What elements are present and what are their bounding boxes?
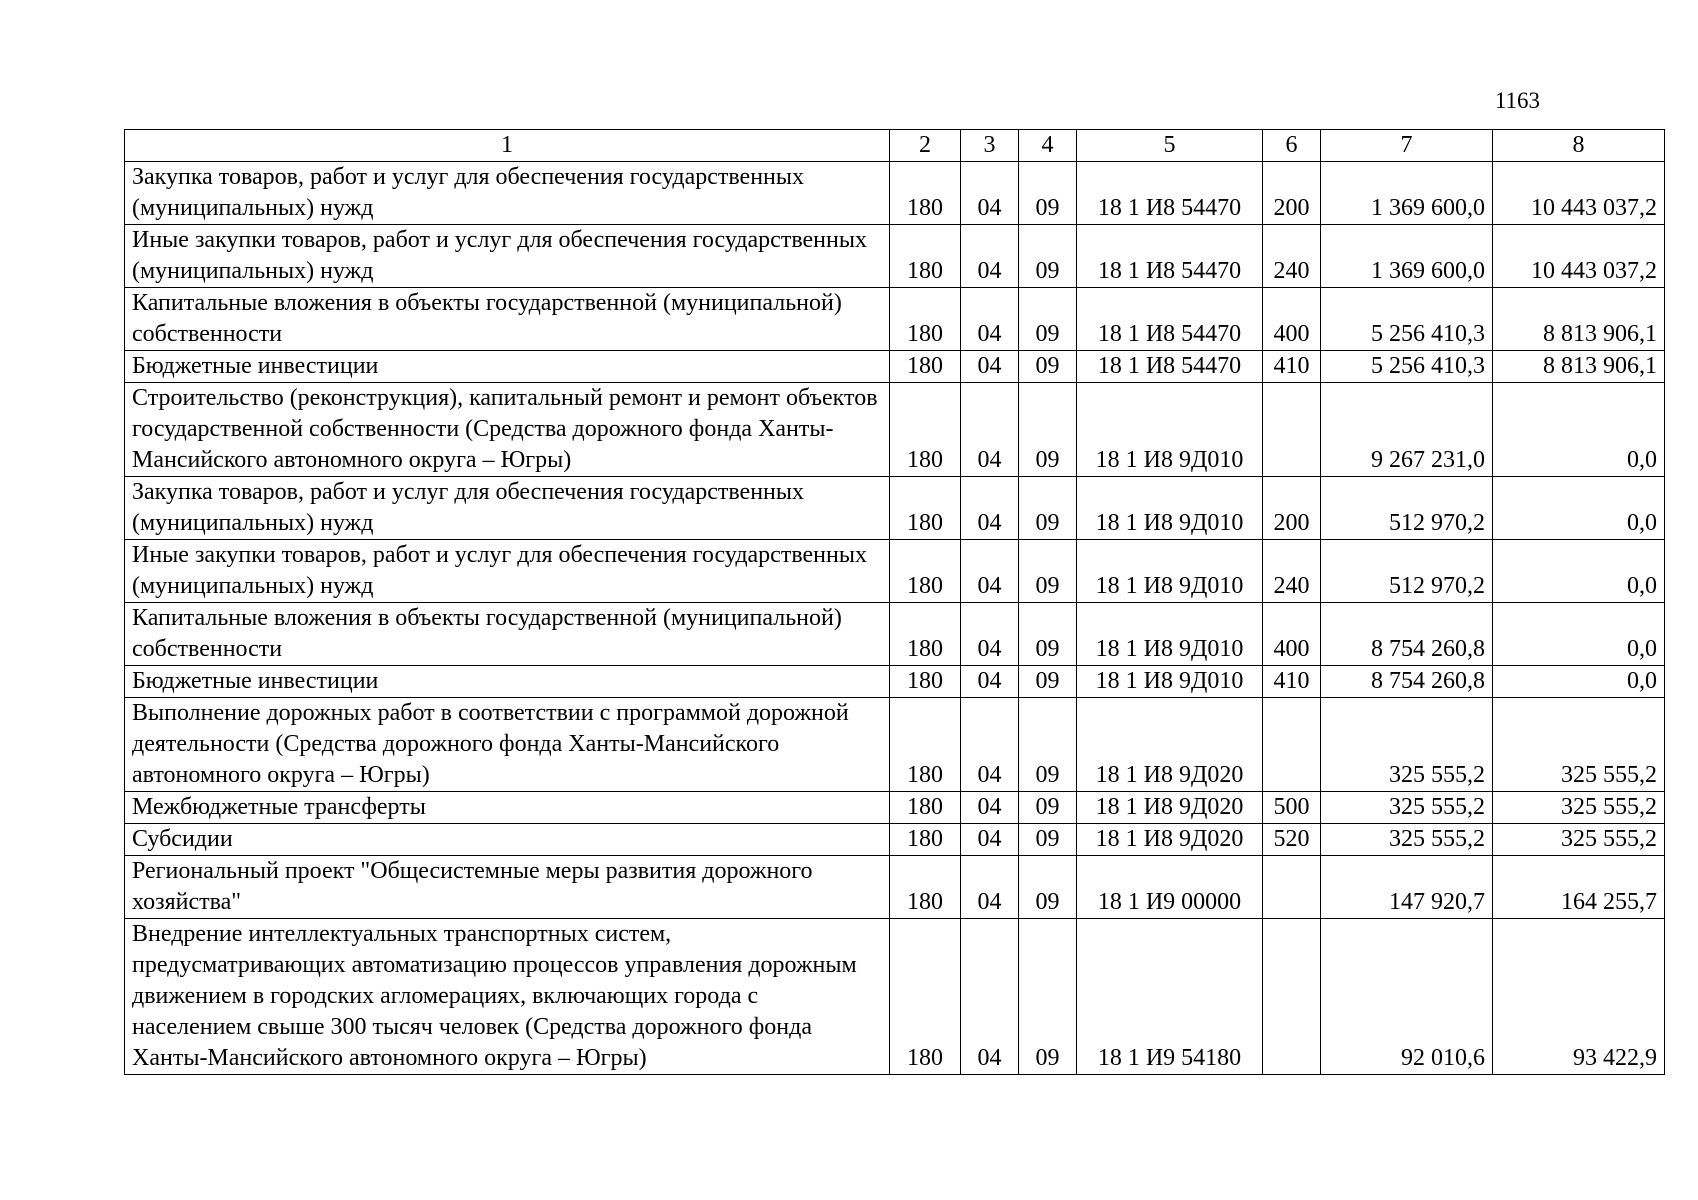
subsection-code-cell: 09 — [1019, 698, 1077, 792]
column-header: 8 — [1493, 130, 1665, 162]
table-row — [125, 919, 1665, 1075]
table-body — [125, 162, 1665, 1075]
table-row — [125, 383, 1665, 477]
amount-col7-cell: 325 555,2 — [1321, 824, 1493, 856]
expense-type-cell: 200 — [1263, 162, 1321, 225]
amount-col7-cell: 512 970,2 — [1321, 540, 1493, 603]
amount-col8-cell: 0,0 — [1493, 540, 1665, 603]
expense-type-cell — [1263, 698, 1321, 792]
amount-col7-cell: 147 920,7 — [1321, 856, 1493, 919]
amount-col7-cell: 8 754 260,8 — [1321, 666, 1493, 698]
expense-type-cell: 410 — [1263, 666, 1321, 698]
section-code-cell: 04 — [961, 919, 1019, 1075]
item-name-cell: Строительство (реконструкция), капитальный ремонт и ремонт объектов государственной собственности (Средства дорожного фонда Ханты-Мансийского автономного округа – Югры) — [125, 383, 890, 477]
subsection-code-cell: 09 — [1019, 856, 1077, 919]
ministry-code-cell: 180 — [890, 383, 961, 477]
amount-col8-cell: 0,0 — [1493, 666, 1665, 698]
section-code-cell: 04 — [961, 856, 1019, 919]
section-code-cell: 04 — [961, 477, 1019, 540]
item-name-cell: Иные закупки товаров, работ и услуг для обеспечения государственных (муниципальных) нужд — [125, 225, 890, 288]
table-row — [125, 792, 1665, 824]
expense-type-cell — [1263, 919, 1321, 1075]
target-article-cell: 18 1 И8 9Д010 — [1077, 540, 1263, 603]
target-article-cell: 18 1 И9 54180 — [1077, 919, 1263, 1075]
amount-col7-cell: 325 555,2 — [1321, 792, 1493, 824]
amount-col7-cell: 92 010,6 — [1321, 919, 1493, 1075]
column-header: 5 — [1077, 130, 1263, 162]
item-name-cell: Закупка товаров, работ и услуг для обеспечения государственных (муниципальных) нужд — [125, 162, 890, 225]
section-code-cell: 04 — [961, 540, 1019, 603]
ministry-code-cell: 180 — [890, 225, 961, 288]
ministry-code-cell: 180 — [890, 351, 961, 383]
item-name-cell: Закупка товаров, работ и услуг для обеспечения государственных (муниципальных) нужд — [125, 477, 890, 540]
subsection-code-cell: 09 — [1019, 540, 1077, 603]
column-header: 7 — [1321, 130, 1493, 162]
section-code-cell: 04 — [961, 225, 1019, 288]
subsection-code-cell: 09 — [1019, 162, 1077, 225]
table-row — [125, 288, 1665, 351]
amount-col8-cell: 325 555,2 — [1493, 698, 1665, 792]
subsection-code-cell: 09 — [1019, 288, 1077, 351]
column-header: 4 — [1019, 130, 1077, 162]
ministry-code-cell: 180 — [890, 603, 961, 666]
subsection-code-cell: 09 — [1019, 351, 1077, 383]
section-code-cell: 04 — [961, 603, 1019, 666]
section-code-cell: 04 — [961, 666, 1019, 698]
expense-type-cell: 400 — [1263, 288, 1321, 351]
amount-col8-cell: 8 813 906,1 — [1493, 288, 1665, 351]
ministry-code-cell: 180 — [890, 792, 961, 824]
table-row — [125, 666, 1665, 698]
amount-col8-cell: 93 422,9 — [1493, 919, 1665, 1075]
item-name-cell: Бюджетные инвестиции — [125, 666, 890, 698]
amount-col8-cell: 0,0 — [1493, 603, 1665, 666]
ministry-code-cell: 180 — [890, 698, 961, 792]
item-name-cell: Капитальные вложения в объекты государственной (муниципальной) собственности — [125, 288, 890, 351]
ministry-code-cell: 180 — [890, 666, 961, 698]
amount-col7-cell: 1 369 600,0 — [1321, 225, 1493, 288]
subsection-code-cell: 09 — [1019, 824, 1077, 856]
target-article-cell: 18 1 И8 9Д010 — [1077, 666, 1263, 698]
target-article-cell: 18 1 И8 54470 — [1077, 351, 1263, 383]
header-row — [125, 130, 1665, 162]
amount-col8-cell: 10 443 037,2 — [1493, 225, 1665, 288]
section-code-cell: 04 — [961, 162, 1019, 225]
section-code-cell: 04 — [961, 288, 1019, 351]
target-article-cell: 18 1 И8 54470 — [1077, 288, 1263, 351]
expense-type-cell: 410 — [1263, 351, 1321, 383]
amount-col8-cell: 164 255,7 — [1493, 856, 1665, 919]
expense-type-cell: 240 — [1263, 225, 1321, 288]
target-article-cell: 18 1 И8 54470 — [1077, 162, 1263, 225]
item-name-cell: Внедрение интеллектуальных транспортных систем, предусматривающих автоматизацию процессов управления дорожным движением в городских агломерациях, включающих города с населением свыше 300 тысяч человек (Средства дорожного фонда Ханты-Мансийского автономного округа – Югры) — [125, 919, 890, 1075]
column-header: 2 — [890, 130, 961, 162]
target-article-cell: 18 1 И8 9Д010 — [1077, 383, 1263, 477]
ministry-code-cell: 180 — [890, 919, 961, 1075]
ministry-code-cell: 180 — [890, 477, 961, 540]
ministry-code-cell: 180 — [890, 288, 961, 351]
amount-col8-cell: 0,0 — [1493, 477, 1665, 540]
target-article-cell: 18 1 И8 9Д020 — [1077, 792, 1263, 824]
expense-type-cell: 200 — [1263, 477, 1321, 540]
expense-type-cell — [1263, 383, 1321, 477]
subsection-code-cell: 09 — [1019, 383, 1077, 477]
amount-col8-cell: 0,0 — [1493, 383, 1665, 477]
target-article-cell: 18 1 И9 00000 — [1077, 856, 1263, 919]
expense-type-cell: 520 — [1263, 824, 1321, 856]
table-row — [125, 698, 1665, 792]
ministry-code-cell: 180 — [890, 162, 961, 225]
budget-table — [124, 129, 1665, 1075]
expense-type-cell: 500 — [1263, 792, 1321, 824]
section-code-cell: 04 — [961, 351, 1019, 383]
amount-col7-cell: 5 256 410,3 — [1321, 288, 1493, 351]
ministry-code-cell: 180 — [890, 856, 961, 919]
item-name-cell: Субсидии — [125, 824, 890, 856]
ministry-code-cell: 180 — [890, 824, 961, 856]
ministry-code-cell: 180 — [890, 540, 961, 603]
column-header: 6 — [1263, 130, 1321, 162]
subsection-code-cell: 09 — [1019, 603, 1077, 666]
table-row — [125, 824, 1665, 856]
amount-col8-cell: 8 813 906,1 — [1493, 351, 1665, 383]
page-number: 1163 — [1494, 88, 1540, 113]
subsection-code-cell: 09 — [1019, 919, 1077, 1075]
amount-col7-cell: 512 970,2 — [1321, 477, 1493, 540]
table-row — [125, 540, 1665, 603]
table-row — [125, 351, 1665, 383]
subsection-code-cell: 09 — [1019, 792, 1077, 824]
expense-type-cell: 400 — [1263, 603, 1321, 666]
item-name-cell: Капитальные вложения в объекты государственной (муниципальной) собственности — [125, 603, 890, 666]
item-name-cell: Межбюджетные трансферты — [125, 792, 890, 824]
table-row — [125, 477, 1665, 540]
section-code-cell: 04 — [961, 792, 1019, 824]
amount-col8-cell: 325 555,2 — [1493, 824, 1665, 856]
expense-type-cell — [1263, 856, 1321, 919]
amount-col8-cell: 10 443 037,2 — [1493, 162, 1665, 225]
table-row — [125, 603, 1665, 666]
amount-col7-cell: 1 369 600,0 — [1321, 162, 1493, 225]
subsection-code-cell: 09 — [1019, 225, 1077, 288]
column-header: 3 — [961, 130, 1019, 162]
target-article-cell: 18 1 И8 9Д020 — [1077, 698, 1263, 792]
amount-col7-cell: 5 256 410,3 — [1321, 351, 1493, 383]
item-name-cell: Региональный проект "Общесистемные меры развития дорожного хозяйства" — [125, 856, 890, 919]
table-row — [125, 856, 1665, 919]
item-name-cell: Бюджетные инвестиции — [125, 351, 890, 383]
amount-col7-cell: 8 754 260,8 — [1321, 603, 1493, 666]
amount-col7-cell: 9 267 231,0 — [1321, 383, 1493, 477]
table-row — [125, 162, 1665, 225]
target-article-cell: 18 1 И8 9Д010 — [1077, 603, 1263, 666]
amount-col8-cell: 325 555,2 — [1493, 792, 1665, 824]
subsection-code-cell: 09 — [1019, 477, 1077, 540]
section-code-cell: 04 — [961, 698, 1019, 792]
item-name-cell: Иные закупки товаров, работ и услуг для обеспечения государственных (муниципальных) нужд — [125, 540, 890, 603]
target-article-cell: 18 1 И8 9Д010 — [1077, 477, 1263, 540]
amount-col7-cell: 325 555,2 — [1321, 698, 1493, 792]
subsection-code-cell: 09 — [1019, 666, 1077, 698]
section-code-cell: 04 — [961, 824, 1019, 856]
target-article-cell: 18 1 И8 54470 — [1077, 225, 1263, 288]
target-article-cell: 18 1 И8 9Д020 — [1077, 824, 1263, 856]
section-code-cell: 04 — [961, 383, 1019, 477]
expense-type-cell: 240 — [1263, 540, 1321, 603]
table-row — [125, 225, 1665, 288]
item-name-cell: Выполнение дорожных работ в соответствии с программой дорожной деятельности (Средства дорожного фонда Ханты-Мансийского автономного округа – Югры) — [125, 698, 890, 792]
column-header: 1 — [125, 130, 890, 162]
